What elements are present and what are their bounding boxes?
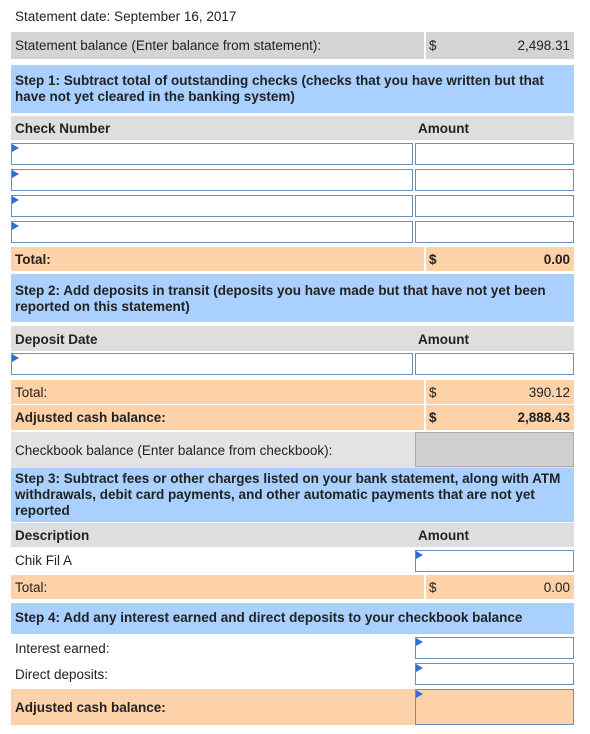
- direct-deposits-label: Direct deposits:: [15, 667, 109, 682]
- input-marker-icon: [12, 170, 19, 178]
- step1-header: [11, 65, 574, 113]
- check-number-input-3[interactable]: [11, 195, 413, 217]
- step1-text: Step 1: Subtract total of outstanding checks (checks that you have written but that have not yet cleared in the banking system): [15, 73, 544, 104]
- statement-balance-row: [11, 32, 574, 59]
- step4-header: [11, 603, 574, 634]
- statement-date-row: [11, 6, 574, 28]
- deposit-amount-input[interactable]: [415, 353, 574, 375]
- amount-header: Amount: [418, 332, 469, 347]
- statement-date: Statement date: September 16, 2017: [15, 9, 237, 24]
- input-marker-icon: [416, 690, 423, 698]
- check-number-input-2[interactable]: [11, 169, 413, 191]
- step3-item-label: Chik Fil A: [15, 553, 73, 568]
- step2-total-label: Total:: [15, 385, 48, 400]
- step1-total-value: 0.00: [543, 252, 570, 267]
- statement-balance-dollar: $: [429, 38, 437, 53]
- input-marker-icon: [416, 551, 423, 559]
- check-number-header: Check Number: [15, 121, 111, 136]
- amount-header: Amount: [418, 528, 469, 543]
- adjusted-balance-dollar: $: [429, 410, 437, 425]
- checkbook-balance-label: Checkbook balance (Enter balance from checkbook):: [15, 443, 333, 458]
- input-marker-icon: [416, 638, 423, 646]
- step2-header: [11, 274, 574, 322]
- check-number-input-1[interactable]: [11, 143, 413, 165]
- check-amount-input-1[interactable]: [415, 143, 574, 165]
- input-marker-icon: [416, 664, 423, 672]
- step1-total-label: Total:: [15, 252, 51, 267]
- deposit-date-header: Deposit Date: [15, 332, 98, 347]
- step3-text: Step 3: Subtract fees or other charges listed on your bank statement, along with ATM withdrawals, debit card payments, and other automatic payments that are not yet reported: [15, 471, 561, 518]
- input-marker-icon: [12, 222, 19, 230]
- step2-total-dollar: $: [429, 385, 437, 400]
- interest-earned-input[interactable]: [415, 637, 574, 659]
- interest-earned-label: Interest earned:: [15, 641, 110, 656]
- step3-total-label: Total:: [15, 580, 48, 595]
- input-marker-icon: [12, 196, 19, 204]
- adjusted-balance-row: [11, 405, 574, 430]
- step2-text: Step 2: Add deposits in transit (deposits you have made but that have not yet been reported on this statement): [15, 283, 546, 314]
- check-amount-input-3[interactable]: [415, 195, 574, 217]
- check-number-input-4[interactable]: [11, 221, 413, 243]
- direct-deposits-input[interactable]: [415, 663, 574, 685]
- check-amount-input-4[interactable]: [415, 221, 574, 243]
- input-marker-icon: [12, 354, 19, 362]
- step2-total-row: [11, 380, 574, 404]
- step2-total-value: 390.12: [528, 385, 570, 400]
- statement-balance-value: 2,498.31: [517, 38, 570, 53]
- step1-column-headers: [11, 116, 574, 140]
- final-adjusted-balance-input[interactable]: [415, 689, 574, 725]
- step3-column-headers: [11, 523, 574, 547]
- check-amount-input-2[interactable]: [415, 169, 574, 191]
- step1-total-dollar: $: [429, 252, 437, 267]
- step4-text: Step 4: Add any interest earned and direct deposits to your checkbook balance: [15, 610, 523, 625]
- step3-total-dollar: $: [429, 580, 437, 595]
- input-marker-icon: [12, 144, 19, 152]
- chik-fil-a-amount-input[interactable]: [415, 550, 574, 572]
- deposit-date-input[interactable]: [11, 353, 413, 375]
- checkbook-balance-input[interactable]: [415, 432, 574, 467]
- description-header: Description: [15, 528, 90, 543]
- step1-total-row: [11, 247, 574, 271]
- step2-column-headers: [11, 326, 574, 351]
- step3-header: [11, 468, 574, 522]
- step3-total-value: 0.00: [543, 580, 570, 595]
- step3-total-row: [11, 575, 574, 599]
- statement-balance-label: Statement balance (Enter balance from statement):: [15, 38, 322, 53]
- amount-header: Amount: [418, 121, 469, 136]
- adjusted-balance-value: 2,888.43: [517, 410, 570, 425]
- adjusted-balance-label: Adjusted cash balance:: [15, 410, 166, 425]
- final-adjusted-balance-label: Adjusted cash balance:: [15, 700, 166, 715]
